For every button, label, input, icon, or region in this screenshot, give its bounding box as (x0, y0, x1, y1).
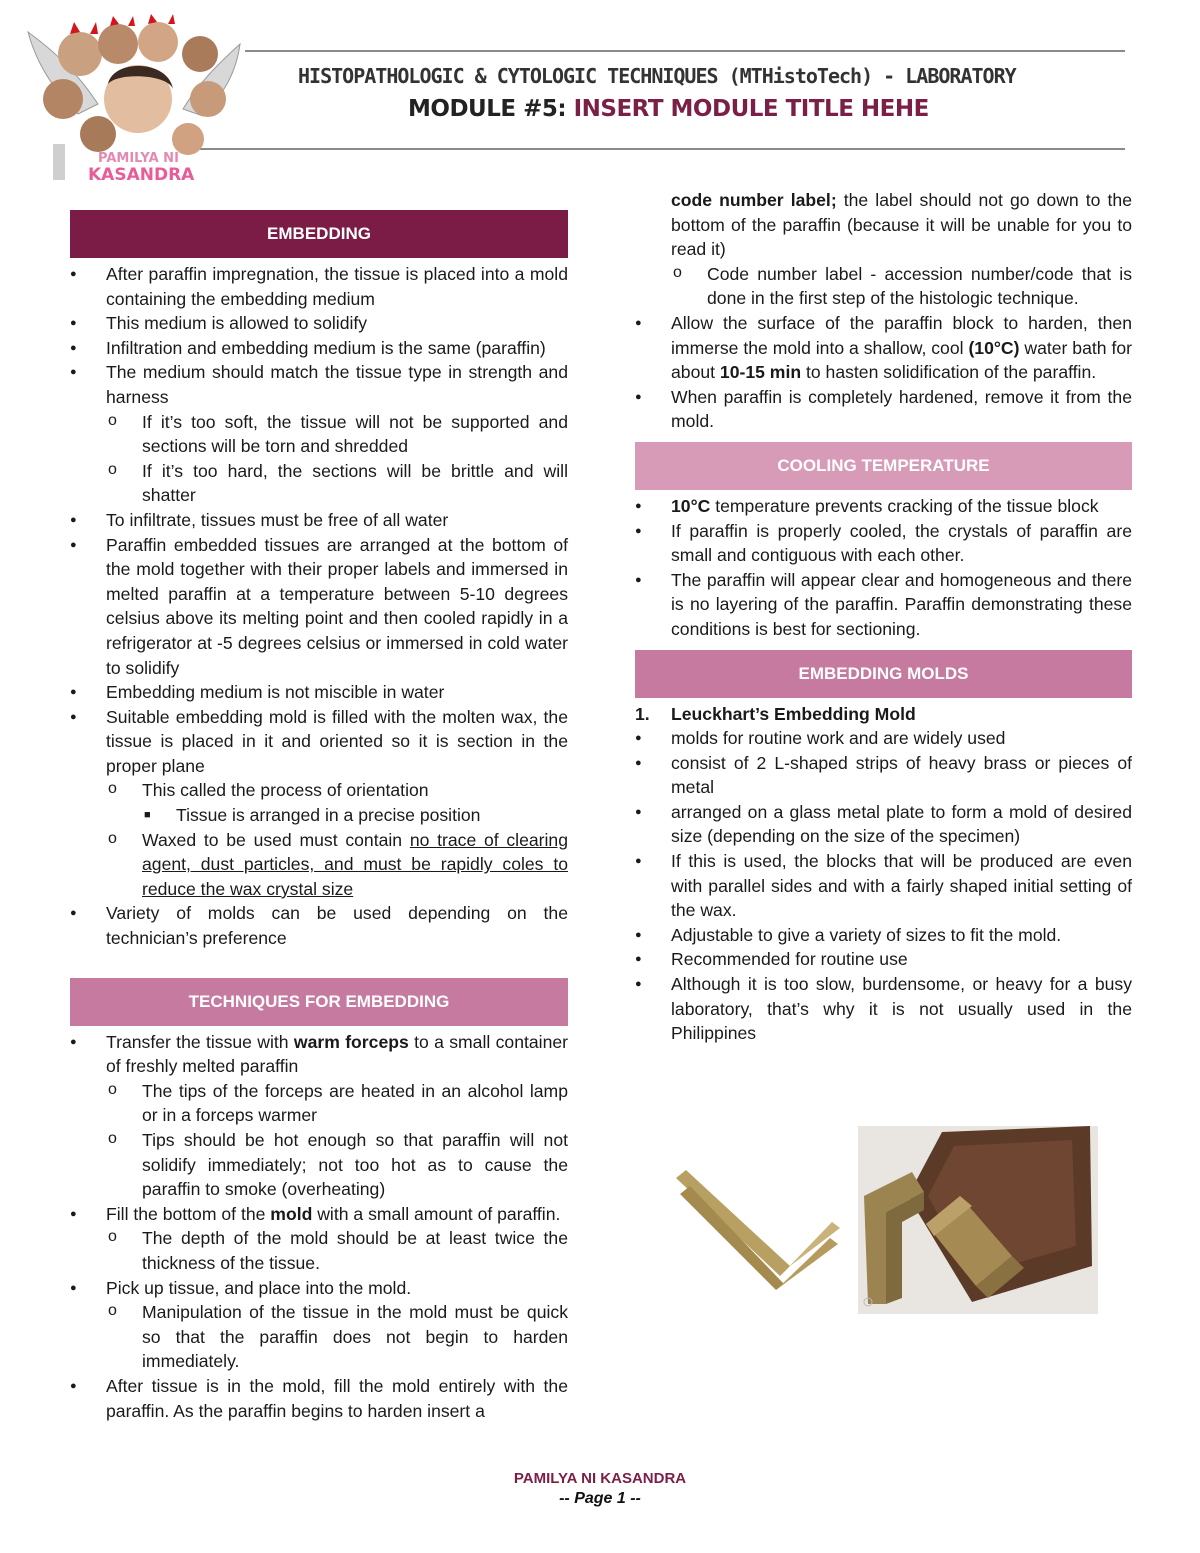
embedding-list (70, 262, 568, 951)
text-run: Transfer the tissue with (106, 1031, 294, 1052)
list-subitem: o If it’s too hard, the sections will be brittle and will shatter (70, 459, 568, 508)
list-subitem: o Manipulation of the tissue in the mold must be quick so that the paraffin does not begin to harden immediately. (70, 1300, 568, 1374)
list-subitem: o Tips should be hot enough so that paraffin will not solidify immediately; not too hot as to cause the paraffin to smoke (overheating) (70, 1128, 568, 1202)
wax-underlined-text: no trace of clearing agent, dust particles, and must be rapidly coles to reduce the wax crystal size (142, 829, 569, 899)
list-item: ● When paraffin is completely hardened, remove it from the mold. (635, 385, 1132, 434)
list-item: ● This medium is allowed to solidify (70, 311, 568, 336)
list-item: ● The paraffin will appear clear and homogeneous and there is no layering of the paraffin. Paraffin demonstrating these conditions is best for sectioning. (635, 568, 1132, 642)
numbered-item (635, 702, 1132, 727)
molds-list (635, 702, 1132, 727)
bold-run: mold (270, 1203, 313, 1224)
list-item: ● Recommended for routine use (635, 947, 1132, 972)
header-rule-bottom (200, 148, 1125, 150)
list-subitem: o Code number label - accession number/code that is done in the first step of the histologic technique. (635, 262, 1132, 311)
list-item (635, 311, 1132, 385)
list-item: ● If paraffin is properly cooled, the crystals of paraffin are small and contiguous with each other. (635, 519, 1132, 568)
continued-list (635, 262, 1132, 434)
module-heading (408, 96, 929, 122)
wax-text: Waxed to be used must contain (142, 829, 410, 850)
list-subsubitem: ■ Tissue is arranged in a precise position (70, 803, 568, 828)
text-run: Fill the bottom of the (106, 1203, 271, 1224)
text-run: to a small container of freshly melted paraffin (106, 1031, 568, 1077)
list-subitem (70, 828, 568, 902)
list-item: ● consist of 2 L-shaped strips of heavy brass or pieces of metal (635, 751, 1132, 800)
list-subitem: o If it’s too soft, the tissue will not be supported and sections will be torn and shredded (70, 410, 568, 459)
text-run: with a small amount of paraffin. (312, 1203, 561, 1224)
text-run: the label should not go down to the bottom of the paraffin (because it will be unable for you to read it) (671, 190, 1132, 260)
molds-bullets (635, 726, 1132, 1046)
text-run: Allow the surface of the paraffin block to harden, then immerse the mold into a shallow, cool (671, 312, 1132, 358)
list-item: ● Suitable embedding mold is filled with the molten wax, the tissue is placed in it and oriented so it is section in the proper plane (70, 705, 568, 779)
bold-run: (10°C) (968, 337, 1020, 358)
list-item (70, 1202, 568, 1227)
list-item: ● arranged on a glass metal plate to form a mold of desired size (depending on the size of the specimen) (635, 800, 1132, 849)
bold-run: warm forceps (293, 1031, 409, 1052)
list-subitem: o This called the process of orientation (70, 778, 568, 803)
section-heading-cooling: COOLING TEMPERATURE (635, 442, 1132, 490)
list-subitem: o The depth of the mold should be at least twice the thickness of the tissue. (70, 1226, 568, 1275)
list-item: ● Although it is too slow, burdensome, or heavy for a busy laboratory, that’s why it is not usually used in the Philippines (635, 972, 1132, 1046)
header-rule-top (245, 50, 1125, 52)
module-number: MODULE #5: (408, 96, 567, 122)
bold-run: code number label; (671, 190, 837, 210)
list-item (635, 494, 1132, 519)
techniques-list (70, 1030, 568, 1424)
section-heading-techniques: TECHNIQUES FOR EMBEDDING (70, 978, 568, 1026)
list-item: ● If this is used, the blocks that will be produced are even with parallel sides and with a fairly shaped initial setting of the wax. (635, 849, 1132, 923)
logo-text-line2: KASANDRA (88, 165, 195, 185)
text-run: water bath for about (671, 337, 1132, 383)
mold-title: Leuckhart’s Embedding Mold (671, 703, 916, 724)
logo-text-line1: PAMILYA NI (98, 151, 179, 166)
bold-run: 10°C (671, 495, 711, 516)
list-item (70, 1030, 568, 1079)
right-column (635, 188, 1132, 1046)
logo-image (18, 14, 250, 186)
list-item: ● molds for routine work and are widely used (635, 726, 1132, 751)
section-heading-molds: EMBEDDING MOLDS (635, 650, 1132, 698)
item-number: 1. (635, 703, 650, 724)
list-item: ● Infiltration and embedding medium is the same (paraffin) (70, 336, 568, 361)
list-item: ● Paraffin embedded tissues are arranged at the bottom of the mold together with their proper labels and immersed in melted paraffin at a temperature between 5-10 degrees celsius above its melting point and then cooled rapidly in a refrigerator at -5 degrees celsius or immersed in cold water to solidify (70, 533, 568, 681)
list-item: ● Adjustable to give a variety of sizes to fit the mold. (635, 923, 1132, 948)
bold-run: 10-15 min (719, 362, 802, 383)
list-item: ● Embedding medium is not miscible in water (70, 680, 568, 705)
cooling-list (635, 494, 1132, 642)
list-item: ● After tissue is in the mold, fill the mold entirely with the paraffin. As the paraffin begins to harden insert a (70, 1374, 568, 1423)
footer-name: PAMILYA NI KASANDRA (513, 1470, 687, 1487)
leuckhart-mold-photo (672, 1126, 1098, 1314)
list-item: ● Variety of molds can be used depending on the technician’s preference (70, 901, 568, 950)
list-item: ● Pick up tissue, and place into the mold. (70, 1276, 568, 1301)
list-item: ● To infiltrate, tissues must be free of all water (70, 508, 568, 533)
list-item: ● After paraffin impregnation, the tissue is placed into a mold containing the embedding medium (70, 262, 568, 311)
list-item: ● The medium should match the tissue type in strength and harness (70, 360, 568, 409)
text-run: to hasten solidification of the paraffin. (801, 362, 1097, 383)
left-column (70, 210, 568, 1423)
module-title: INSERT MODULE TITLE HEHE (573, 96, 929, 122)
page-number: -- Page 1 -- (559, 1490, 641, 1507)
continued-paragraph (635, 188, 1132, 262)
list-subitem: o The tips of the forceps are heated in an alcohol lamp or in a forceps warmer (70, 1079, 568, 1128)
text-run: temperature prevents cracking of the tissue block (710, 495, 1099, 516)
course-title: HISTOPATHOLOGIC & CYTOLOGIC TECHNIQUES (MTHistoTech) - LABORATORY (298, 64, 1016, 88)
section-heading-embedding: EMBEDDING (70, 210, 568, 258)
